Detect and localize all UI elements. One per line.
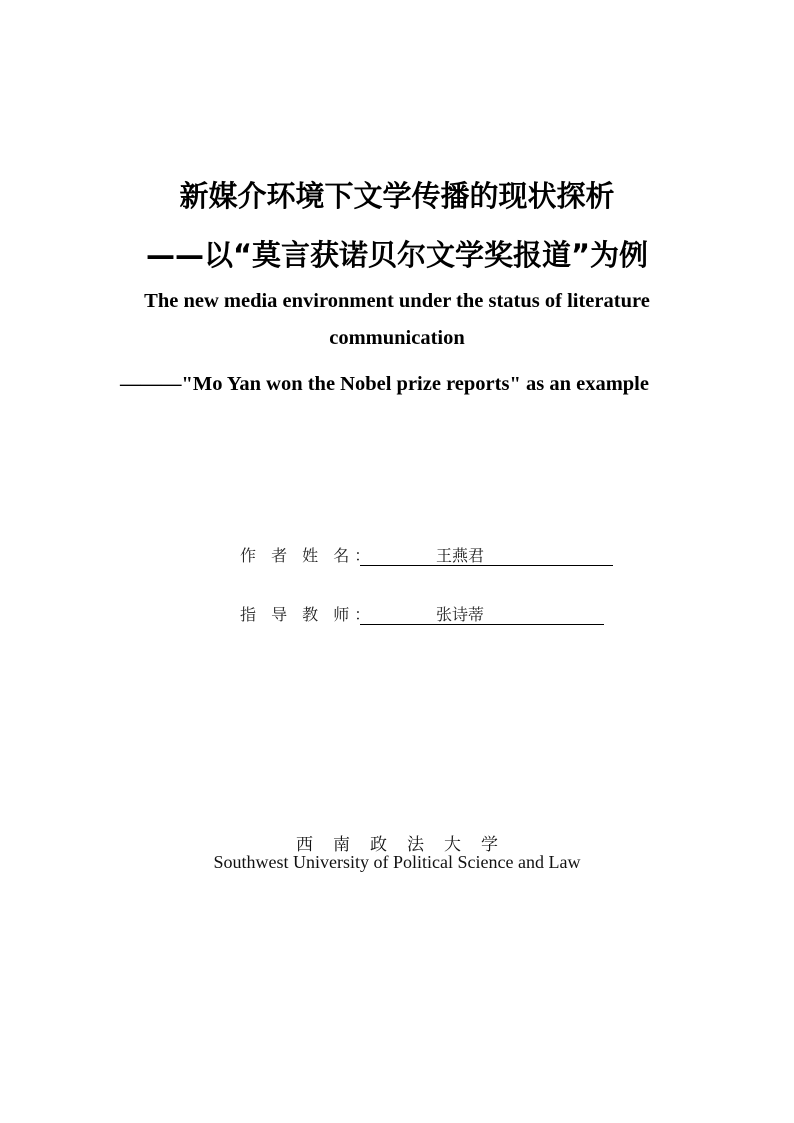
english-subtitle: ———"Mo Yan won the Nobel prize reports" as an example — [120, 373, 649, 395]
author-underline — [360, 543, 613, 566]
author-field — [240, 543, 485, 569]
advisor-label: 指 导 教 师： — [240, 605, 376, 624]
advisor-field — [240, 602, 485, 628]
author-name: 王燕君 — [436, 546, 485, 565]
chinese-title-line-1: 新媒介环境下文学传播的现状探析 — [179, 179, 615, 213]
english-title-line-2: communication — [329, 327, 465, 349]
university-name-english: Southwest University of Political Science and Law — [213, 852, 581, 872]
author-label: 作 者 姓 名： — [240, 546, 376, 565]
english-title-line-1: The new media environment under the status of literature — [144, 290, 650, 312]
advisor-name: 张诗蒂 — [436, 605, 485, 624]
chinese-title-line-2: ——以“莫言获诺贝尔文学奖报道”为例 — [145, 238, 649, 272]
university-name-chinese: 西南政法大学 — [296, 835, 518, 855]
advisor-underline — [360, 602, 604, 625]
